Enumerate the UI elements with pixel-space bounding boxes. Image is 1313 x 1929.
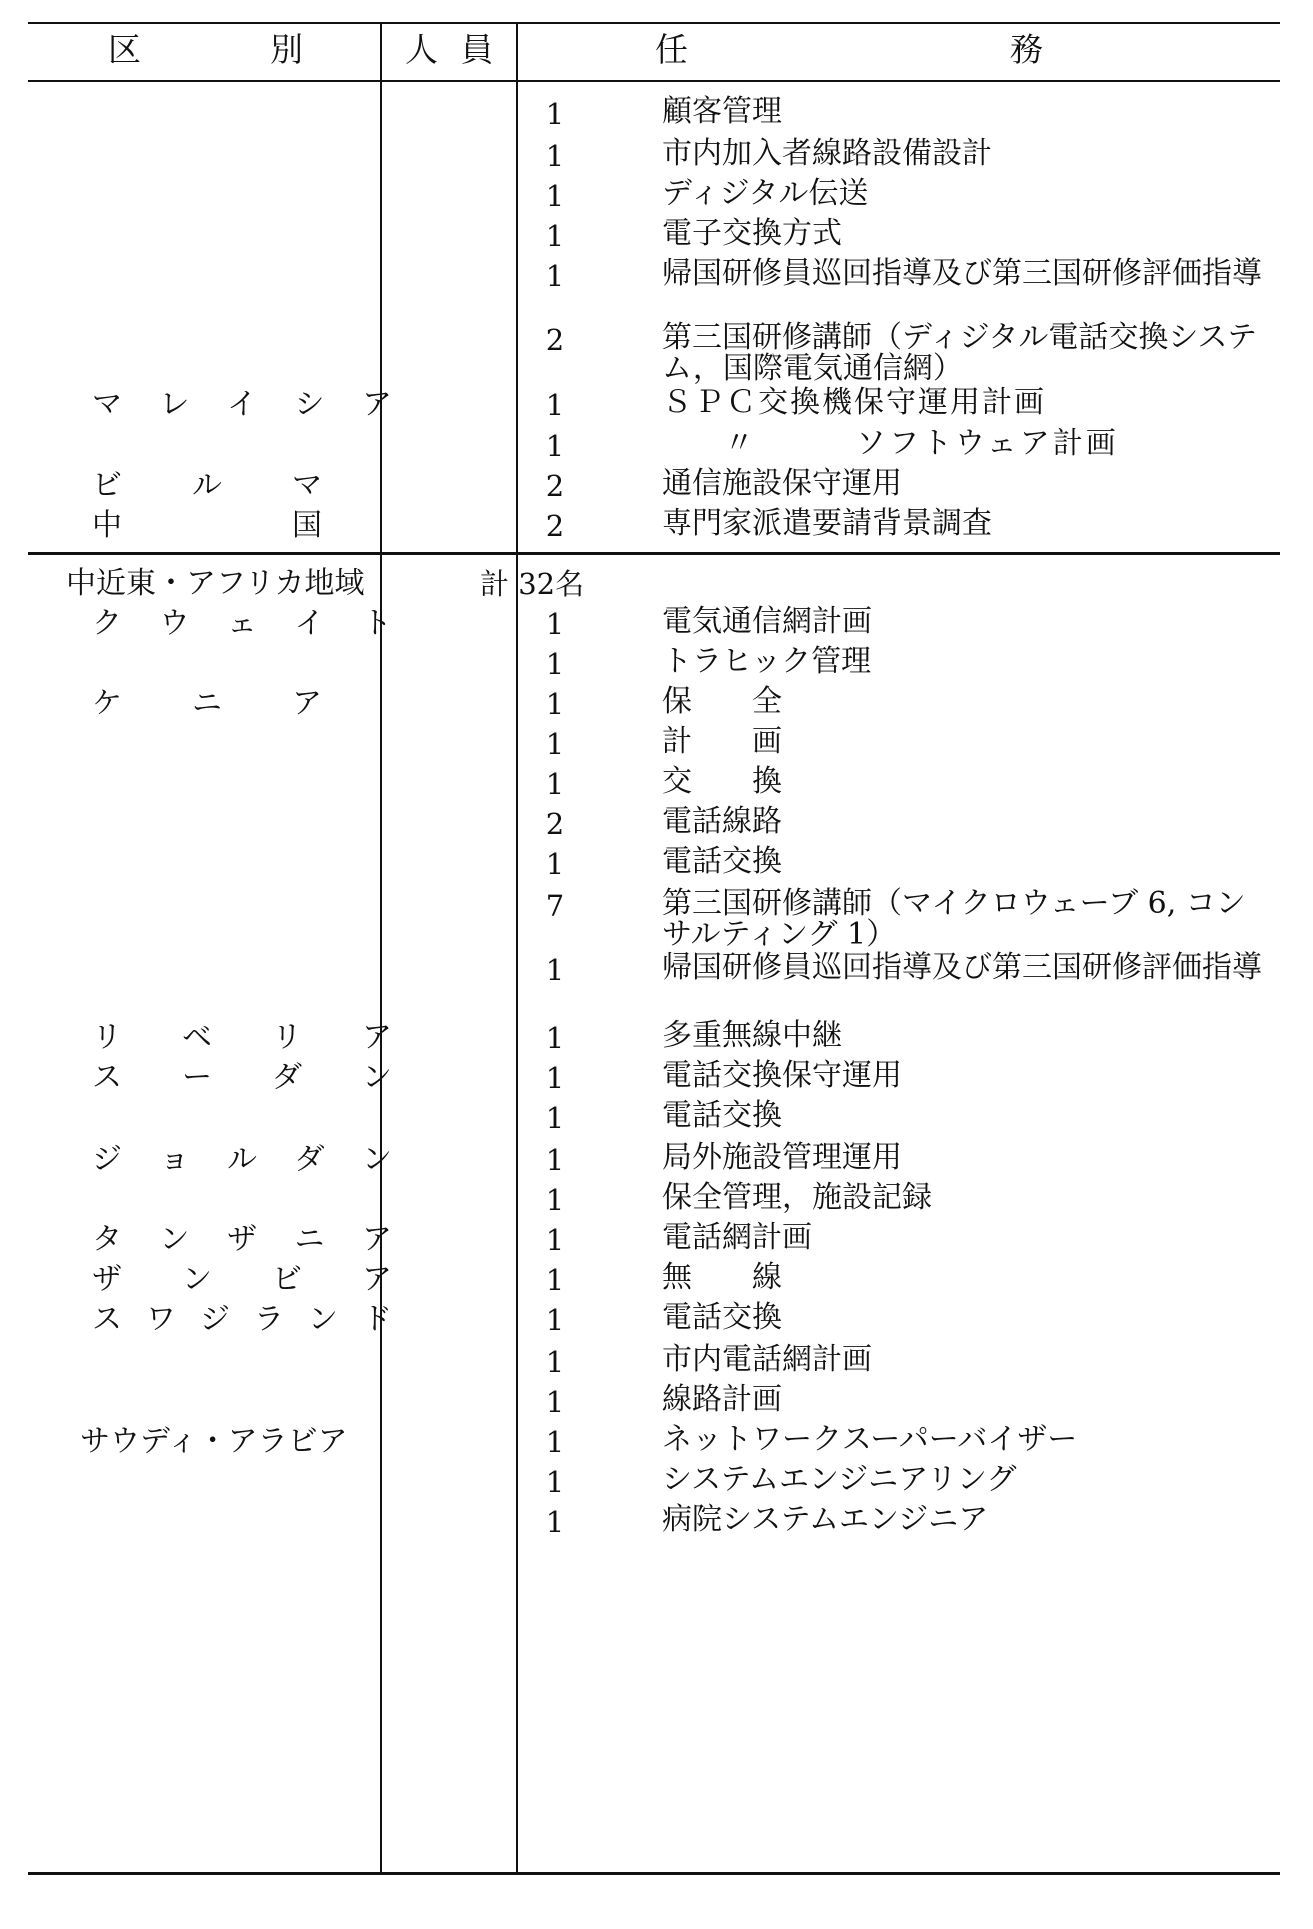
country-cell — [92, 1142, 392, 1178]
task-cell: 保全管理，施設記録 — [662, 1180, 932, 1215]
task-cell: 交 換 — [662, 764, 782, 799]
task-cell: 市内電話網計画 — [662, 1342, 872, 1377]
bottom-rule — [28, 1872, 1280, 1875]
region-total: 計 32名 — [480, 567, 585, 601]
top-rule — [28, 22, 1280, 24]
country-char: ビ — [272, 1262, 302, 1297]
personnel-count: 1 — [545, 647, 565, 681]
task-cell: システムエンジニアリング — [662, 1462, 1017, 1497]
country-cell — [92, 387, 392, 423]
personnel-count: 2 — [545, 469, 565, 503]
country-char: ル — [192, 468, 222, 503]
task-cell: 無 線 — [662, 1260, 782, 1295]
personnel-count: 1 — [545, 767, 565, 801]
task-cell: 病院システムエンジニア — [662, 1502, 989, 1537]
task-cell: 〃 ソフトウェア計画 — [724, 426, 1119, 461]
country-cell — [80, 1424, 380, 1460]
column-divider-right — [516, 22, 518, 1872]
country-char: 中 — [92, 508, 122, 543]
personnel-count: 1 — [545, 1465, 565, 1499]
header-rule — [28, 80, 1280, 82]
task-cell: 市内加入者線路設備設計 — [662, 136, 992, 171]
task-cell: 第三国研修講師（ディジタル電話交換システム，国際電気通信網） — [662, 320, 1257, 386]
country-cell — [92, 1060, 392, 1096]
country-cell — [92, 1262, 392, 1298]
task-cell: 電話網計画 — [662, 1220, 812, 1255]
task-cell: 電話線路 — [662, 804, 782, 839]
personnel-count: 1 — [545, 687, 565, 721]
country-char: ア — [292, 686, 322, 721]
country-char: ク — [92, 606, 122, 641]
country-cell — [92, 508, 322, 544]
task-cell: 多重無線中継 — [662, 1018, 842, 1053]
country-cell — [92, 1020, 392, 1056]
country-char: マ — [292, 468, 322, 503]
country-char: ド — [362, 1302, 392, 1337]
task-cell: ディジタル伝送 — [662, 176, 869, 211]
country-char: ス — [92, 1060, 122, 1095]
country-char: ニ — [192, 686, 222, 721]
personnel-count: 1 — [545, 1061, 565, 1095]
country-char: ジ — [200, 1302, 230, 1337]
task-cell: ＳＰＣ交換機保守運用計画 — [662, 385, 1046, 420]
country-char: レ — [159, 387, 190, 422]
personnel-count: 1 — [545, 259, 565, 293]
personnel-count: 1 — [545, 1263, 565, 1297]
country-char: ア — [362, 1020, 392, 1055]
task-cell: 帰国研修員巡回指導及び第三国研修評価指導 — [662, 950, 1262, 985]
personnel-count: 1 — [545, 1303, 565, 1337]
country-char: ェ — [227, 606, 257, 641]
country-char: ア — [362, 387, 392, 422]
country-char: イ — [294, 606, 325, 641]
header-personnel: 人 員 — [405, 30, 500, 69]
country-cell — [92, 606, 392, 642]
country-char: ア — [362, 1262, 392, 1297]
personnel-count: 1 — [545, 1345, 565, 1379]
personnel-count: 1 — [545, 1385, 565, 1419]
personnel-count: 1 — [545, 1183, 565, 1217]
task-cell: 顧客管理 — [662, 94, 782, 129]
header-task-1: 任 — [655, 30, 688, 69]
country-char: ス — [92, 1302, 122, 1337]
personnel-count: 2 — [545, 509, 565, 543]
personnel-count: 1 — [545, 388, 565, 422]
section-rule — [28, 552, 1280, 555]
country-char: シ — [294, 387, 325, 422]
country-cell — [92, 686, 322, 722]
header-category-1: 区 — [108, 30, 141, 69]
task-cell: 電話交換 — [662, 1098, 782, 1133]
country-char: ジ — [92, 1142, 122, 1177]
country-char: サウディ・アラビア — [80, 1424, 348, 1459]
personnel-count: 2 — [545, 807, 565, 841]
personnel-count: 1 — [545, 179, 565, 213]
country-char: ニ — [294, 1222, 325, 1257]
header-task-2: 務 — [1010, 30, 1043, 69]
country-char: ザ — [92, 1262, 122, 1297]
country-char: ベ — [182, 1020, 212, 1055]
personnel-count: 1 — [545, 1505, 565, 1539]
country-char: ワ — [146, 1302, 176, 1337]
personnel-count: 1 — [545, 953, 565, 987]
country-char: ン — [308, 1302, 338, 1337]
country-cell — [92, 1302, 392, 1338]
country-char: リ — [92, 1020, 122, 1055]
country-char: ダ — [294, 1142, 325, 1177]
country-char: ン — [182, 1262, 212, 1297]
country-char: タ — [92, 1222, 122, 1257]
task-cell: 第三国研修講師（マイクロウェーブ 6, コンサルティング 1） — [662, 886, 1246, 952]
country-char: ア — [362, 1222, 392, 1257]
country-char: ョ — [159, 1142, 190, 1177]
country-char: ウ — [159, 606, 190, 641]
personnel-count: 2 — [545, 323, 565, 357]
task-cell: 電子交換方式 — [662, 216, 842, 251]
personnel-count: 7 — [545, 889, 565, 923]
personnel-count: 1 — [545, 139, 565, 173]
country-cell — [92, 1222, 392, 1258]
column-divider-left — [380, 22, 382, 1872]
personnel-count: 1 — [545, 1021, 565, 1055]
personnel-count: 1 — [545, 1143, 565, 1177]
task-cell: 電話交換 — [662, 844, 782, 879]
header-category-2: 別 — [270, 30, 303, 69]
country-char: ー — [182, 1060, 212, 1095]
personnel-count: 1 — [545, 727, 565, 761]
task-cell: 通信施設保守運用 — [662, 466, 902, 501]
personnel-count: 1 — [545, 97, 565, 131]
country-char: ビ — [92, 468, 122, 503]
task-cell: 電話交換 — [662, 1300, 782, 1335]
task-cell: 保 全 — [662, 684, 782, 719]
personnel-count: 1 — [545, 1425, 565, 1459]
personnel-count: 1 — [545, 1101, 565, 1135]
personnel-count: 1 — [545, 1223, 565, 1257]
country-char: ン — [159, 1222, 190, 1257]
task-cell: 局外施設管理運用 — [662, 1140, 902, 1175]
country-char: ダ — [272, 1060, 302, 1095]
country-char: ザ — [227, 1222, 257, 1257]
country-char: ン — [362, 1060, 392, 1095]
task-cell: 線路計画 — [662, 1382, 782, 1417]
country-cell — [92, 468, 322, 504]
personnel-count: 1 — [545, 429, 565, 463]
country-char: ト — [362, 606, 392, 641]
task-cell: 電気通信網計画 — [662, 604, 872, 639]
country-char: ン — [362, 1142, 392, 1177]
country-char: ラ — [254, 1302, 284, 1337]
region-name: 中近東・アフリカ地域 — [66, 566, 365, 601]
task-cell: 電話交換保守運用 — [662, 1058, 902, 1093]
task-cell: 帰国研修員巡回指導及び第三国研修評価指導 — [662, 256, 1262, 291]
country-char: 国 — [292, 508, 322, 543]
personnel-count: 1 — [545, 847, 565, 881]
country-char: イ — [227, 387, 257, 422]
country-char: ケ — [92, 686, 122, 721]
country-char: リ — [272, 1020, 302, 1055]
task-cell: 計 画 — [662, 724, 782, 759]
task-cell: トラヒック管理 — [662, 644, 872, 679]
personnel-count: 1 — [545, 219, 565, 253]
country-char: ル — [227, 1142, 257, 1177]
task-cell: ネットワークスーパーバイザー — [662, 1422, 1078, 1457]
country-char: マ — [92, 387, 122, 422]
task-cell: 専門家派遣要請背景調査 — [662, 506, 992, 541]
personnel-count: 1 — [545, 607, 565, 641]
